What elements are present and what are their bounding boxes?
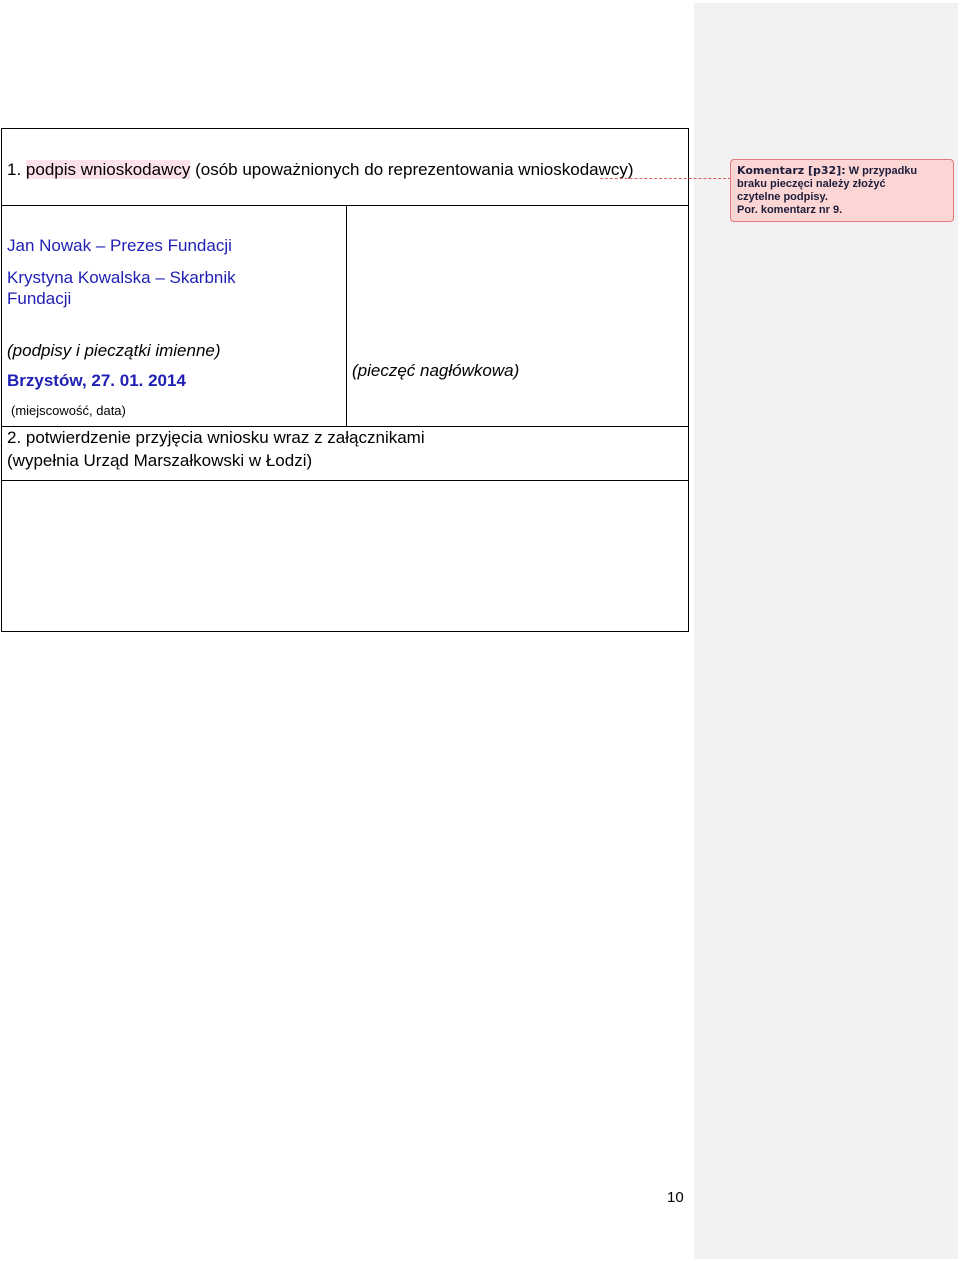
signatory-2: Krystyna Kowalska – Skarbnik: [7, 268, 236, 287]
comment-author: Komentarz [p32]:: [737, 164, 846, 177]
row-divider-2: [2, 426, 688, 427]
place-date-value: Brzystów, 27. 01. 2014: [7, 371, 186, 390]
section-2-heading: 2. potwierdzenie przyjęcia wniosku wraz z załącznikami: [7, 428, 425, 447]
signatory-1: Jan Nowak – Prezes Fundacji: [7, 236, 232, 255]
signatory-2-continued: Fundacji: [7, 289, 72, 308]
page-number: 10: [667, 1189, 684, 1206]
stamp-label: (pieczęć nagłówkowa): [352, 361, 520, 380]
row-divider-3: [2, 480, 688, 481]
comment-balloon[interactable]: [730, 159, 954, 222]
section-1-rest-text: (osób upoważnionych do reprezentowania wnioskodawcy): [195, 160, 634, 179]
section-1-heading: [7, 160, 634, 180]
comment-text-3: czytelne podpisy.: [737, 191, 828, 203]
comment-text-1: W przypadku: [848, 165, 918, 177]
place-date-label: (miejscowość, data): [11, 403, 126, 418]
comment-text-2: braku pieczęci należy złożyć: [737, 178, 886, 190]
row-divider-1: [2, 205, 688, 206]
signatures-label: (podpisy i pieczątki imienne): [7, 341, 221, 360]
section-1-highlighted-text: podpis wnioskodawcy: [25, 160, 191, 179]
column-divider: [346, 205, 347, 427]
section-1-number: 1.: [7, 160, 22, 179]
comment-anchor-line: [600, 178, 731, 179]
section-2-subheading: (wypełnia Urząd Marszałkowski w Łodzi): [7, 451, 313, 470]
comment-text-4: Por. komentarz nr 9.: [737, 204, 843, 216]
